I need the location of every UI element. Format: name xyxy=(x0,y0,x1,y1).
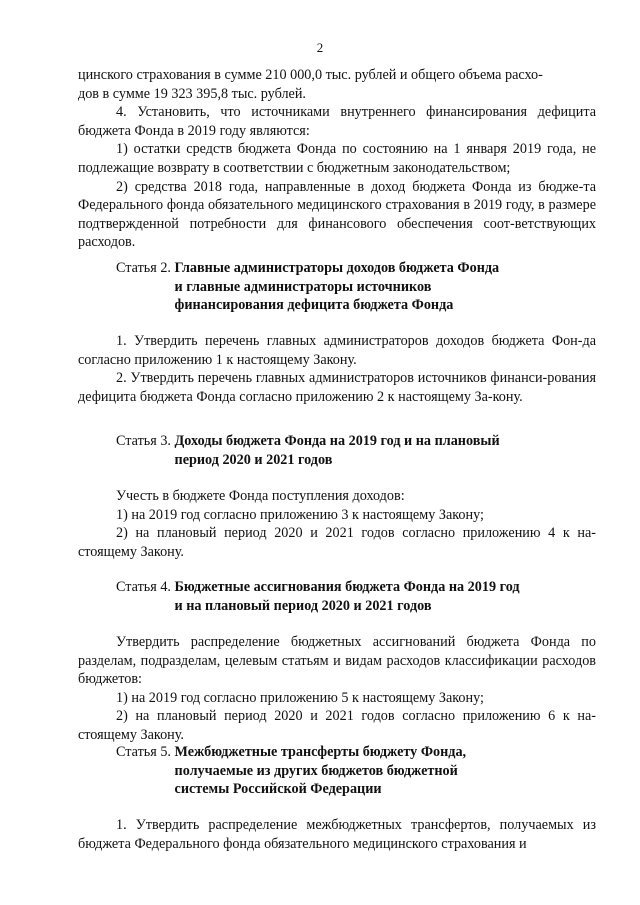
article-4-intro: Утвердить распределение бюджетных ассигнований бюджета Фонда по разделам, подразделам, целевым статьям и видам расходов классификации расходов бюджетов: xyxy=(78,634,596,688)
article-4-item-2: 2) на плановый период 2020 и 2021 годов согласно приложению 6 к на-стоящему Закону. xyxy=(78,708,596,743)
article-5-title xyxy=(175,743,467,799)
paragraph-4-item-1: 1) остатки средств бюджета Фонда по состоянию на 1 января 2019 года, не подлежащие возврату в соответствии с бюджетным законодательством; xyxy=(78,141,596,176)
article-4-title-line: Бюджетные ассигнования бюджета Фонда на 2019 год xyxy=(174,579,520,595)
article-2-title xyxy=(175,259,500,315)
intro-line-2: дов в сумме 19 323 395,8 тыс. рублей. xyxy=(78,85,306,102)
article-4-title xyxy=(175,578,520,615)
article-2-title-line: Главные администраторы доходов бюджета Фонда xyxy=(174,260,500,276)
intro-line-1: цинского страхования в сумме 210 000,0 тыс. рублей и общего объема расхо- xyxy=(78,67,543,83)
article-3-heading xyxy=(116,432,500,469)
article-5-paragraph-1: 1. Утвердить распределение межбюджетных трансфертов, получаемых из бюджета Федерального фонда обязательного медицинского страхования и xyxy=(78,817,596,852)
page-number: 2 xyxy=(316,40,324,55)
article-5-prefix: Статья 5. xyxy=(116,744,171,760)
article-3-body xyxy=(78,487,596,561)
article-4-item-1: 1) на 2019 год согласно приложению 5 к настоящему Закону; xyxy=(116,689,484,706)
article-4-prefix: Статья 4. xyxy=(116,579,171,595)
article-5-heading xyxy=(116,743,466,799)
article-4-body xyxy=(78,633,596,745)
article-2-prefix: Статья 2. xyxy=(116,260,171,276)
article-4-title-line: и на плановый период 2020 и 2021 годов xyxy=(174,597,432,614)
article-3-item-2: 2) на плановый период 2020 и 2021 годов согласно приложению 4 к на-стоящему Закону. xyxy=(78,525,596,560)
article-4-heading xyxy=(116,578,520,615)
article-2-title-line: и главные администраторы источников xyxy=(174,278,432,295)
article-2-body xyxy=(78,332,596,406)
article-3-intro: Учесть в бюджете Фонда поступления доходов: xyxy=(116,488,405,504)
paragraph-4-item-2: 2) средства 2018 года, направленные в доход бюджета Фонда из бюдже-та Федерального фонда обязательного медицинского страхования в 2019 году, в размере подтвержденной потребности для финансового обеспечения соот-ветствующих расходов. xyxy=(78,178,596,251)
article-3-title xyxy=(175,432,500,469)
article-2-paragraph-2: 2. Утвердить перечень главных администраторов источников финанси-рования дефицита бюджета Фонда согласно приложению 2 к настоящему За-кону. xyxy=(78,370,596,405)
article-5-body xyxy=(78,816,596,853)
article-5-title-line: Межбюджетные трансферты бюджету Фонда, xyxy=(174,744,467,760)
article-3-prefix: Статья 3. xyxy=(116,433,171,449)
article-2-heading xyxy=(116,259,499,315)
article-2-paragraph-1: 1. Утвердить перечень главных администраторов доходов бюджета Фон-да согласно приложению 1 к настоящему Закону. xyxy=(78,333,596,368)
article-3-title-line: Доходы бюджета Фонда на 2019 год и на плановый xyxy=(174,433,500,449)
intro-section xyxy=(78,66,596,252)
article-2-title-line: финансирования дефицита бюджета Фонда xyxy=(174,297,454,314)
article-5-title-line: получаемые из других бюджетов бюджетной xyxy=(174,762,458,779)
article-3-item-1: 1) на 2019 год согласно приложению 3 к настоящему Закону; xyxy=(116,506,484,523)
paragraph-4: 4. Установить, что источниками внутреннего финансирования дефицита бюджета Фонда в 2019 году являются: xyxy=(78,104,596,139)
article-5-title-line: системы Российской Федерации xyxy=(174,781,382,798)
article-3-title-line: период 2020 и 2021 годов xyxy=(174,451,333,468)
